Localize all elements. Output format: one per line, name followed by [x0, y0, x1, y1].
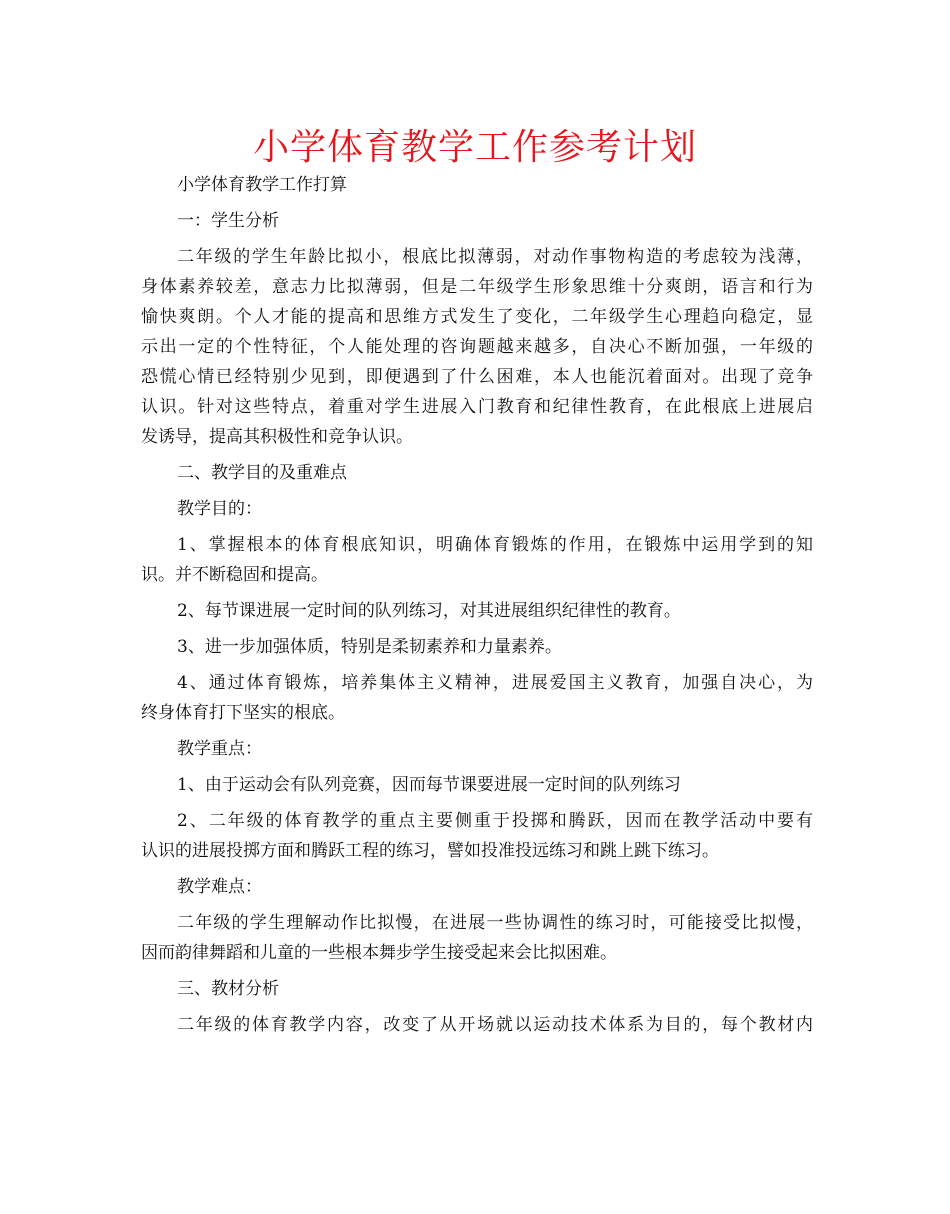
paragraph: [141, 458, 813, 488]
paragraph: [141, 770, 813, 800]
paragraph: [141, 872, 813, 902]
paragraph-line: 3、进一步加强体质，特别是柔韧素养和力量素养。: [177, 637, 562, 657]
paragraph-line: 示出一定的个性特征，个人能处理的咨询题越来越多，自决心不断加强，一年级的: [141, 337, 813, 357]
paragraph-line: 1、由于运动会有队列竞赛，因而每节课要进展一定时间的队列练习: [177, 775, 681, 795]
paragraph-line: 二年级的学生理解动作比拟慢，在进展一些协调性的练习时，可能接受比拟慢，: [177, 913, 813, 933]
paragraph-line: 身体素养较差，意志力比拟薄弱，但是二年级学生形象思维十分爽朗，语言和行为: [141, 277, 813, 297]
paragraph: [141, 908, 813, 968]
paragraph-line: 教学难点：: [177, 877, 262, 897]
paragraph-line: 三、教材分析: [177, 979, 279, 999]
paragraph-line: 2、二年级的体育教学的重点主要侧重于投掷和腾跃，因而在教学活动中要有: [177, 811, 813, 831]
paragraph-line: 恐慌心情已经特别少见到，即便遇到了什么困难，本人也能沉着面对。出现了竞争: [141, 367, 813, 387]
paragraph-line: 二、教学目的及重难点: [177, 463, 347, 483]
paragraph-line: 二年级的体育教学内容，改变了从开场就以运动技术体系为目的，每个教材内: [177, 1015, 813, 1035]
paragraph-line: 小学体育教学工作打算: [177, 175, 347, 195]
paragraph: [141, 632, 813, 662]
paragraph-line: 教学目的：: [177, 499, 262, 519]
paragraph: [141, 494, 813, 524]
paragraph: [141, 734, 813, 764]
paragraph: [141, 668, 813, 728]
paragraph-line: 二年级的学生年龄比拟小，根底比拟薄弱，对动作事物构造的考虑较为浅薄，: [177, 247, 813, 267]
paragraph-line: 愉快爽朗。个人才能的提高和思维方式发生了变化，二年级学生心理趋向稳定，显: [141, 307, 813, 327]
paragraph-line: 识。并不断稳固和提高。: [141, 565, 328, 585]
paragraph-line: 4、通过体育锻炼，培养集体主义精神，进展爱国主义教育，加强自决心，为: [177, 673, 813, 693]
paragraph: [141, 206, 813, 236]
paragraph-line: 终身体育打下坚实的根底。: [141, 703, 345, 723]
paragraph: [141, 242, 813, 452]
document-body: [141, 170, 813, 1040]
paragraph-line: 教学重点：: [177, 739, 262, 759]
document-title: 小学体育教学工作参考计划: [252, 127, 697, 168]
paragraph: [141, 596, 813, 626]
paragraph-line: 认识的进展投掷方面和腾跃工程的练习，譬如投准投远练习和跳上跳下练习。: [141, 841, 719, 861]
paragraph-line: 认识。针对这些特点，着重对学生进展入门教育和纪律性教育，在此根底上进展启: [141, 397, 813, 417]
paragraph: [141, 1010, 813, 1040]
paragraph: [141, 974, 813, 1004]
paragraph: [141, 170, 813, 200]
paragraph: [141, 806, 813, 866]
paragraph-line: 因而韵律舞蹈和儿童的一些根本舞步学生接受起来会比拟困难。: [141, 943, 617, 963]
paragraph-line: 发诱导，提高其积极性和竞争认识。: [141, 427, 413, 447]
paragraph-line: 2、每节课进展一定时间的队列练习，对其进展组织纪律性的教育。: [177, 601, 681, 621]
paragraph-line: 一：学生分析: [177, 211, 279, 231]
paragraph: [141, 530, 813, 590]
paragraph-line: 1、掌握根本的体育根底知识，明确体育锻炼的作用，在锻炼中运用学到的知: [177, 535, 813, 555]
